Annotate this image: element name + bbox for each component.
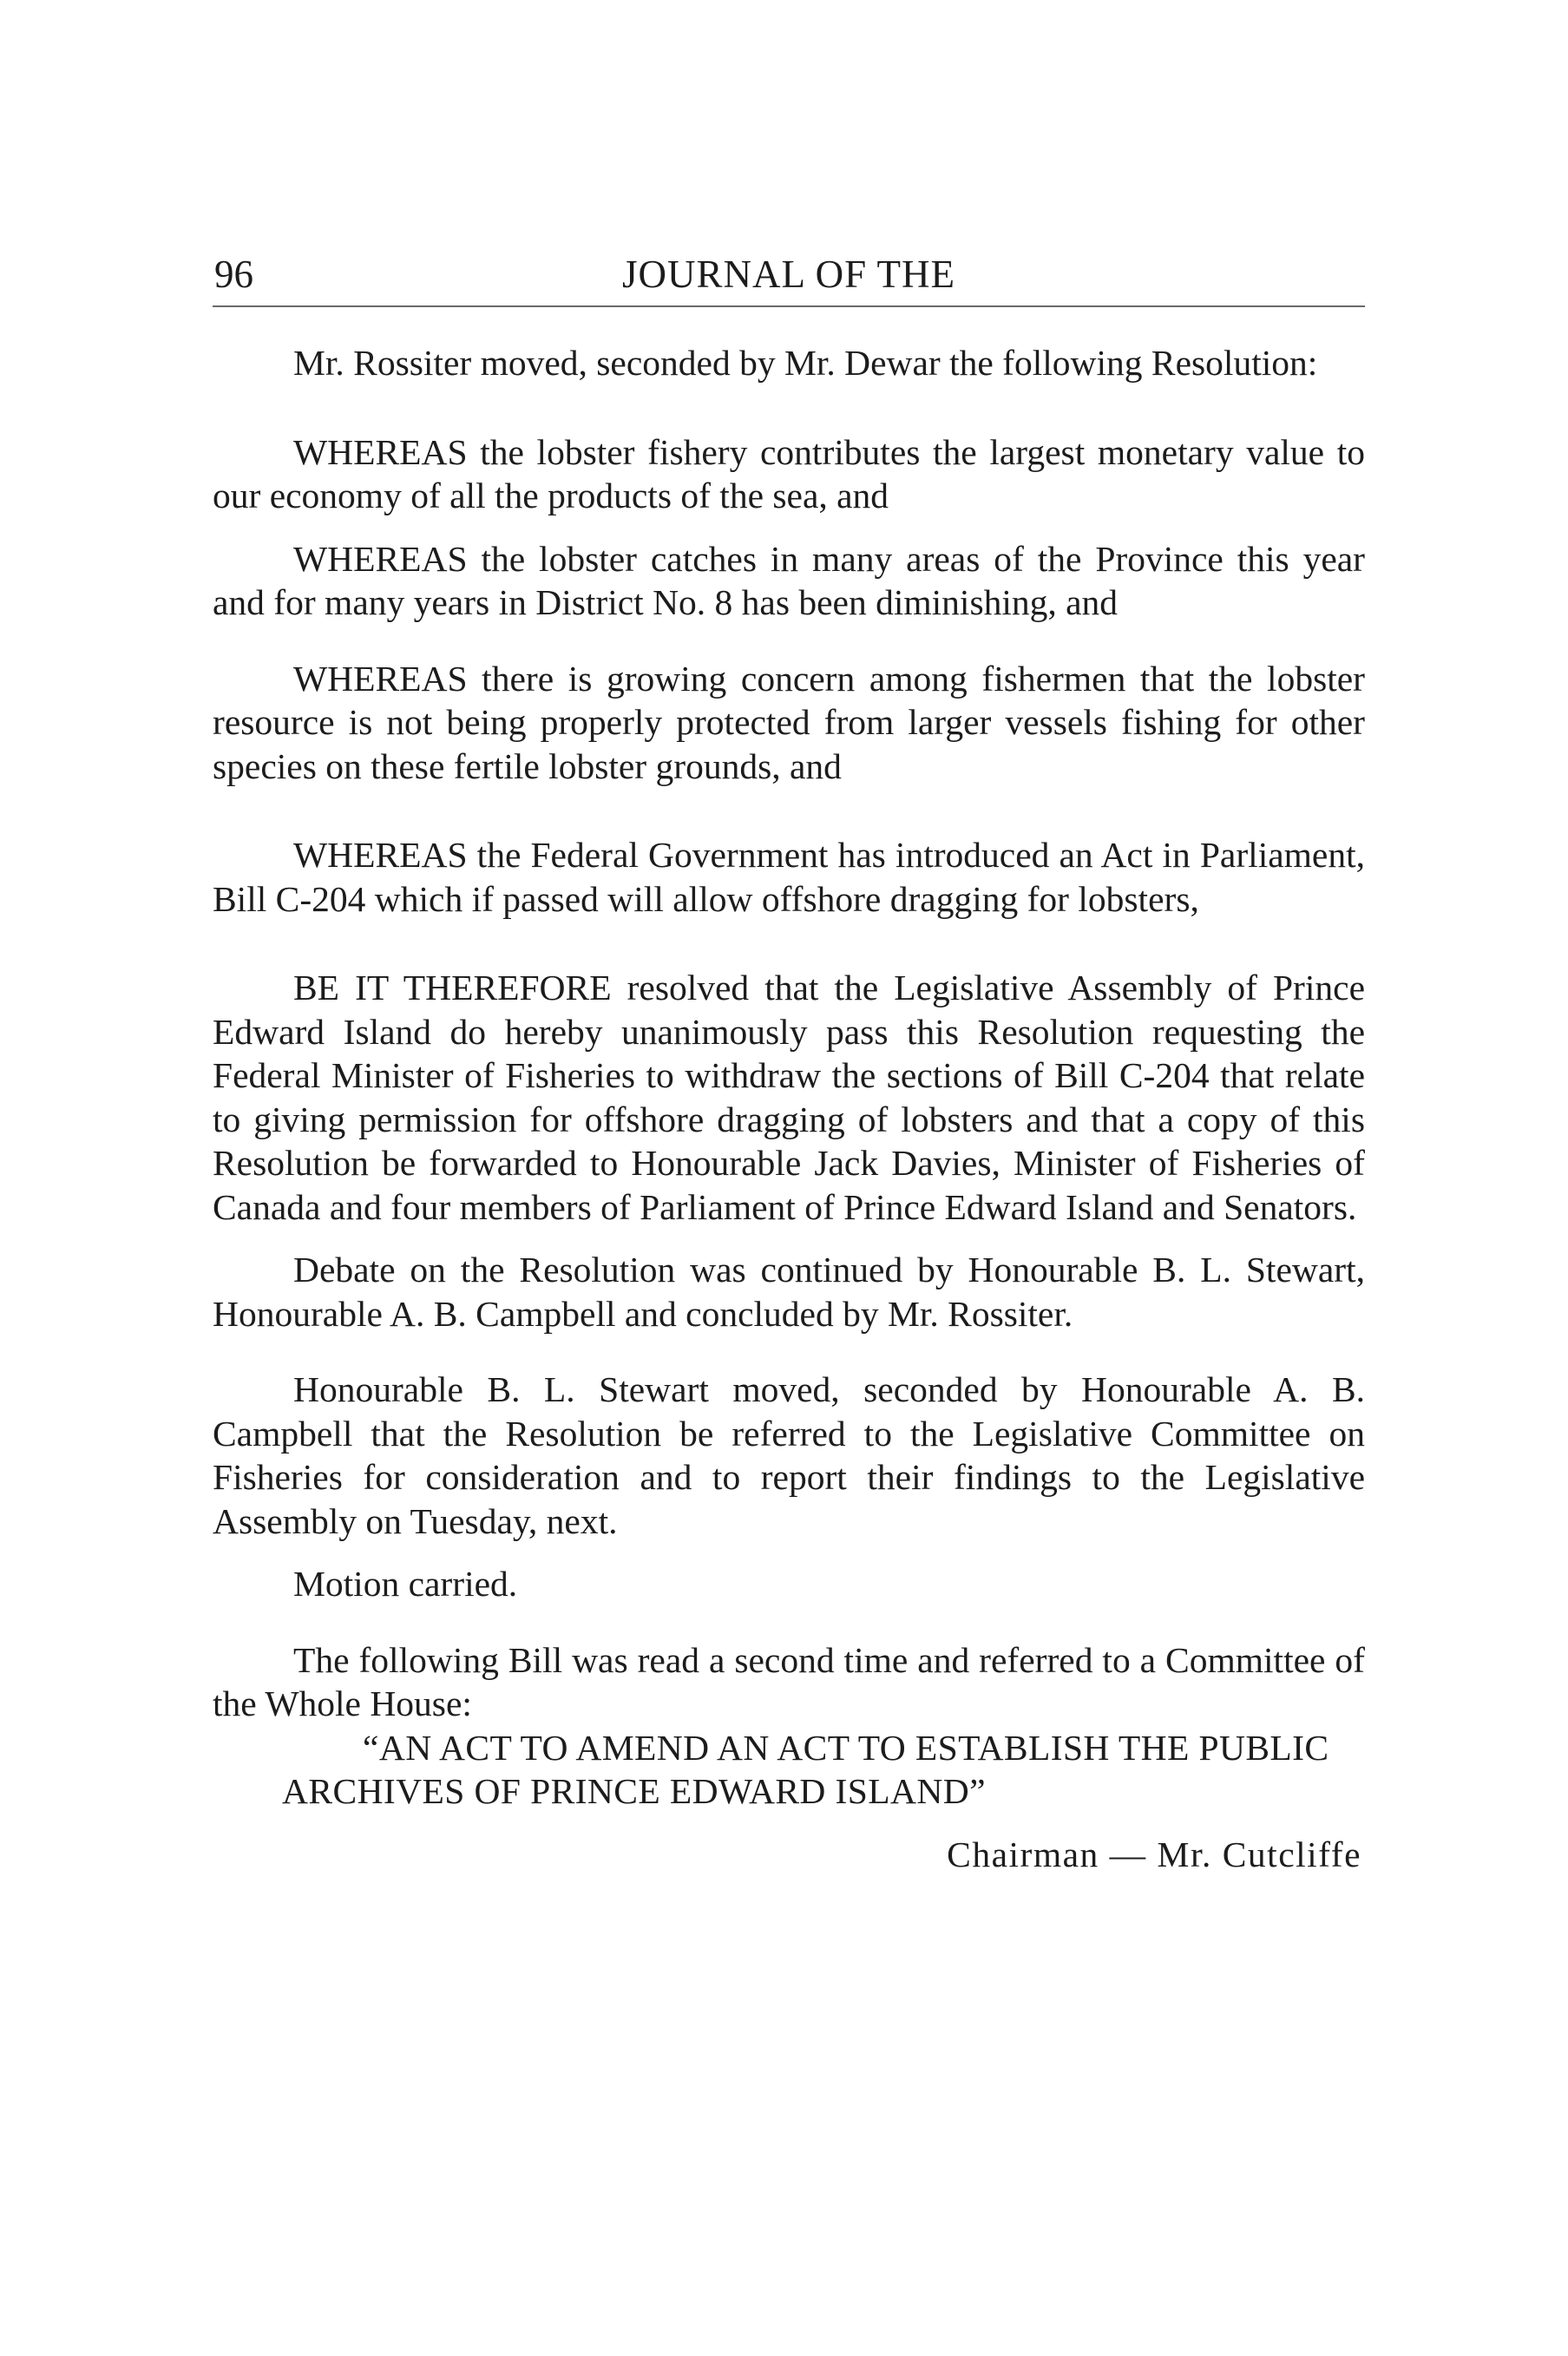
motion-intro-paragraph: Mr. Rossiter moved, seconded by Mr. Dewar the following Resolution:: [293, 343, 1318, 383]
resolved-paragraph: BE IT THEREFORE resolved that the Legislative Assembly of Prince Edward Island do hereby unanimously pass this Resolution requesting the Federal Minister of Fisheries to withdraw the sections of Bill C-204 that relate to giving permission for offshore dragging of lobsters and that a copy of this Resolution be forwarded to Honourable Jack Davies, Minister of Fisheries of Canada and four members of Parliament of Prince Edward Island and Senators.: [213, 968, 1365, 1227]
bill-title: “AN ACT TO AMEND AN ACT TO ESTABLISH THE PUBLIC ARCHIVES OF PRINCE EDWARD ISLAND”: [282, 1727, 1329, 1811]
page-header: [213, 250, 1365, 299]
whereas-paragraph-3: WHEREAS there is growing concern among fishermen that the lobster resource is not being properly protected from larger vessels fishing for other species on these fertile lobster grounds, and: [213, 658, 1365, 786]
running-title: JOURNAL OF THE: [621, 253, 956, 296]
whereas-paragraph-2: WHEREAS the lobster catches in many areas of the Province this year and for many years in District No. 8 has been diminishing, and: [213, 538, 1365, 622]
chairman-line: Chairman — Mr. Cutcliffe: [947, 1834, 1361, 1874]
header-rule: [213, 305, 1365, 307]
debate-paragraph: Debate on the Resolution was continued by Honourable B. L. Stewart, Honourable A. B. Campbell and concluded by Mr. Rossiter.: [213, 1250, 1365, 1334]
page-number: 96: [214, 253, 253, 296]
motion-carried-paragraph: Motion carried.: [293, 1564, 518, 1604]
referral-motion-paragraph: Honourable B. L. Stewart moved, seconded by Honourable A. B. Campbell that the Resolution be referred to the Legislative Committee on Fisheries for consideration and to report their findings to the Legislative Assembly on Tuesday, next.: [213, 1369, 1365, 1541]
whereas-paragraph-1: WHEREAS the lobster fishery contributes the largest monetary value to our economy of all the products of the sea, and: [213, 431, 1365, 515]
bill-intro-paragraph: The following Bill was read a second time and referred to a Committee of the Whole House:: [213, 1639, 1365, 1723]
journal-body: [213, 341, 1365, 1876]
whereas-paragraph-4: WHEREAS the Federal Government has introduced an Act in Parliament, Bill C-204 which if passed will allow offshore dragging for lobsters,: [213, 835, 1365, 919]
